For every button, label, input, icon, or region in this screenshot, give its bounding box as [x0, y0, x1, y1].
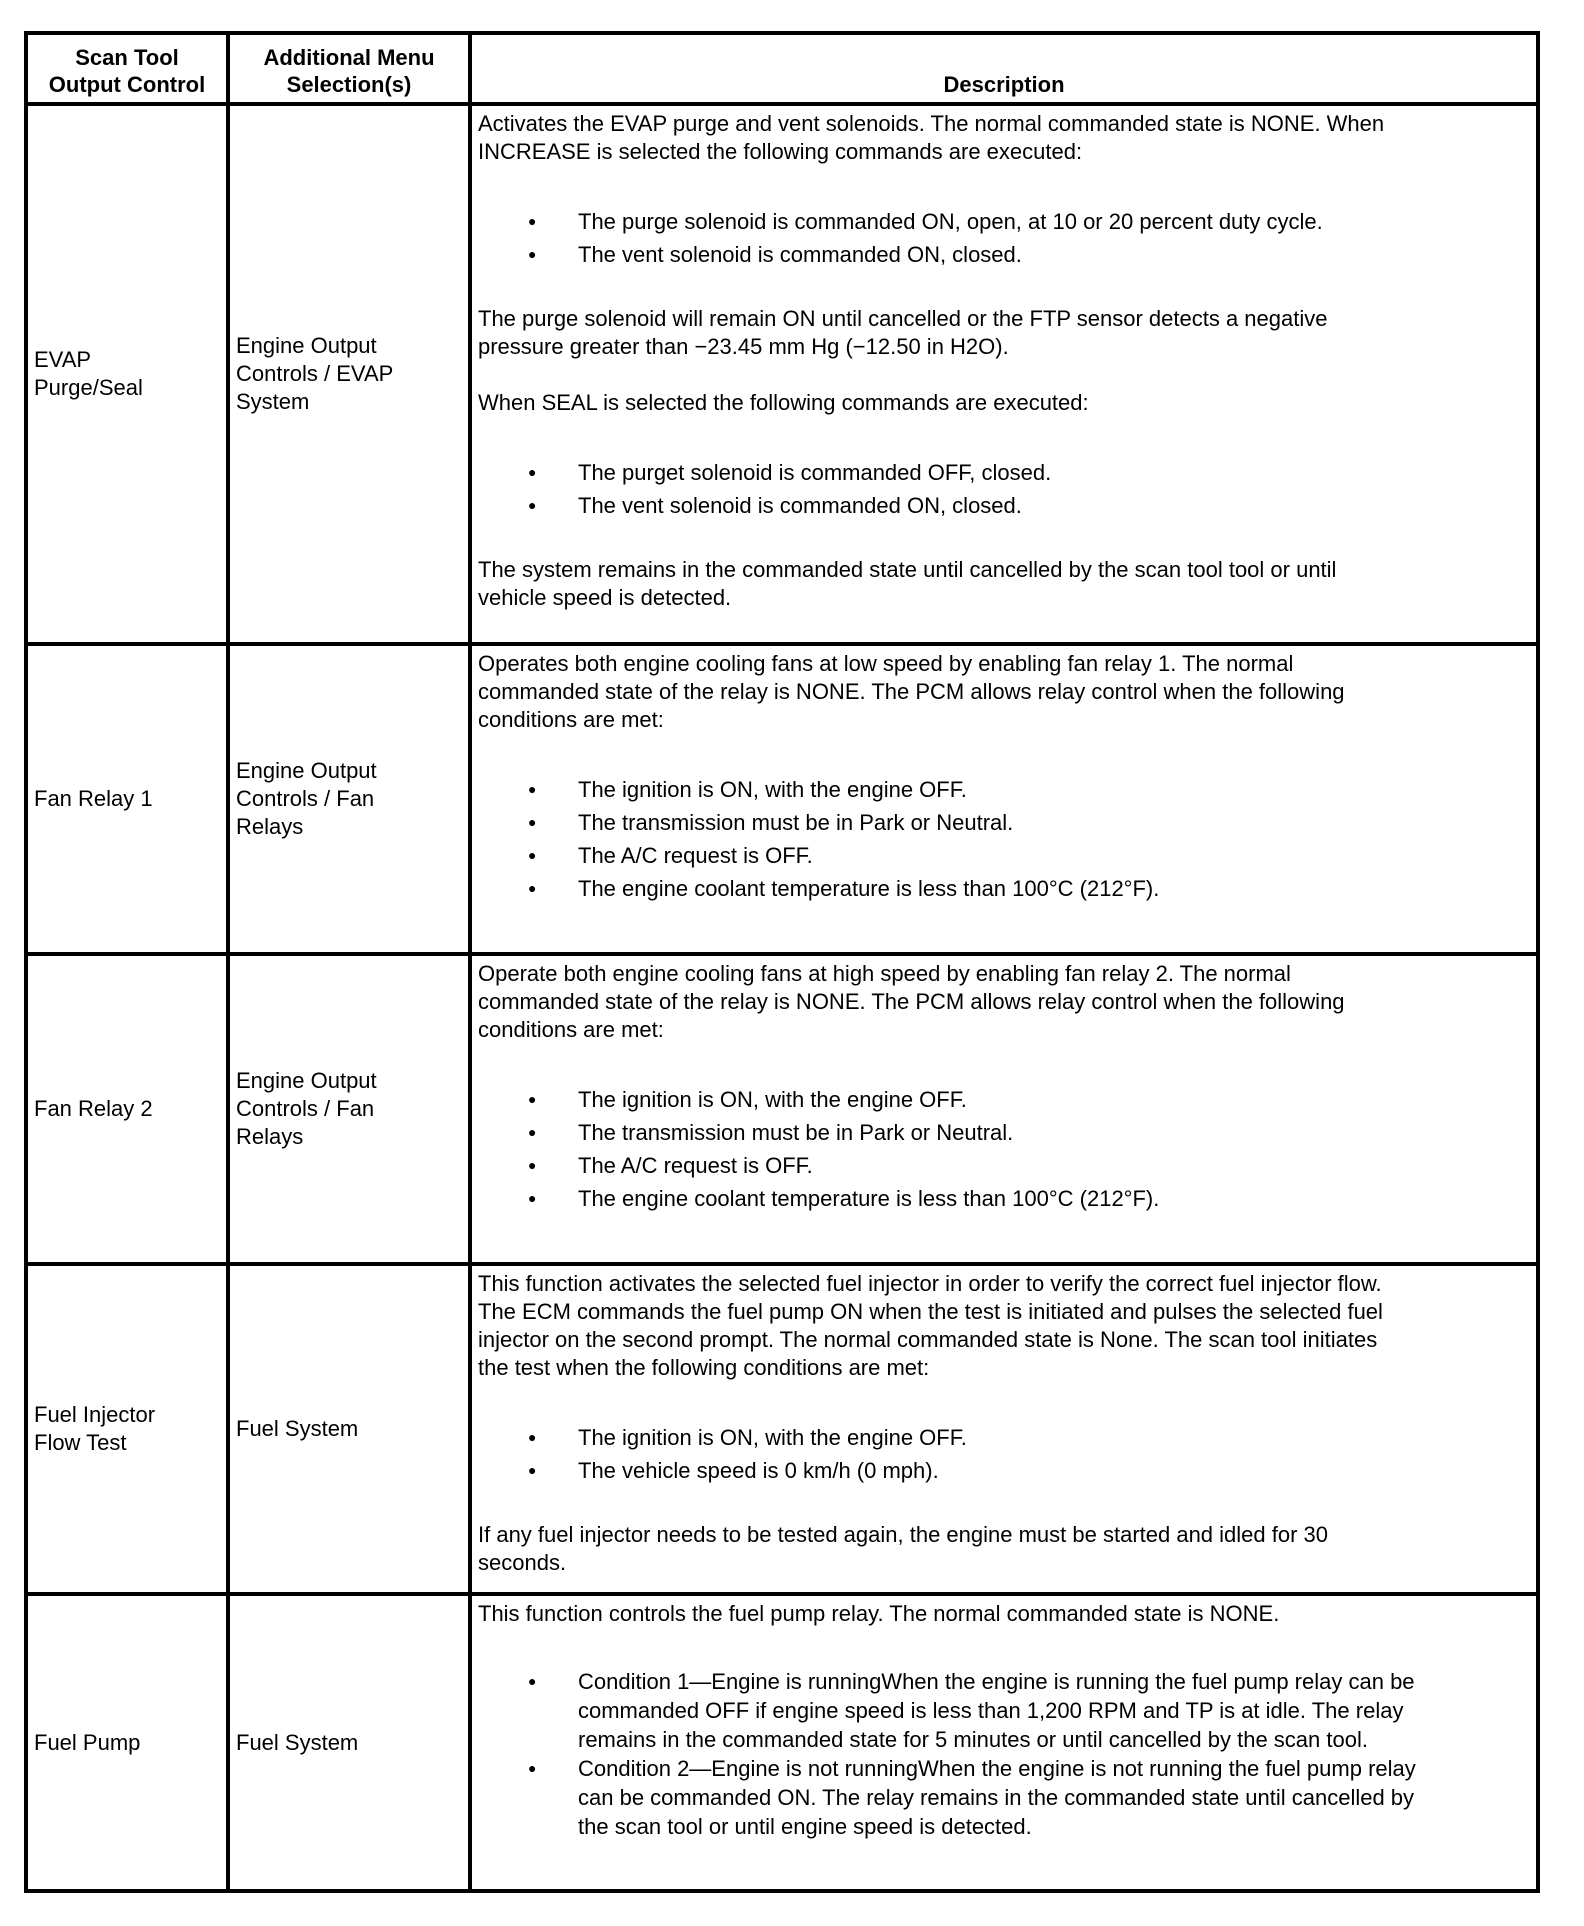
list-item: ● The transmission must be in Park or Neutral.	[578, 1116, 1530, 1149]
bullet-list	[478, 1667, 1530, 1841]
description-paragraph: This function activates the selected fuel injector in order to verify the correct fuel injector flow. The ECM commands the fuel pump ON when the test is initiated and pulses the selected fuel injector on the second prompt. The normal commanded state is None. The scan tool initiates the test when the following conditions are met:	[478, 1271, 1383, 1380]
list-item: ● The ignition is ON, with the engine OFF.	[578, 1421, 1530, 1454]
table-row	[26, 1264, 1538, 1594]
list-item: ● Condition 2—Engine is not runningWhen the engine is not running the fuel pump relay can be commanded ON. The relay remains in the commanded state until cancelled by the scan tool or until engine speed is detected.	[578, 1754, 1530, 1841]
list-item: ● The purget solenoid is commanded OFF, closed.	[578, 456, 1530, 489]
list-item: ● The ignition is ON, with the engine OFF.	[578, 773, 1530, 806]
menu-selection-cell: Engine Output Controls / Fan Relays	[228, 954, 470, 1264]
description-cell	[470, 1264, 1538, 1594]
list-item: ● The vent solenoid is commanded ON, closed.	[578, 489, 1530, 522]
menu-selection-cell: Engine Output Controls / Fan Relays	[228, 644, 470, 954]
description-cell	[470, 1594, 1538, 1891]
bullet-list	[478, 1083, 1530, 1215]
output-control-cell: Fuel Injector Flow Test	[26, 1264, 228, 1594]
list-item: ● The ignition is ON, with the engine OFF.	[578, 1083, 1530, 1116]
list-item: ● The A/C request is OFF.	[578, 1149, 1530, 1182]
list-item: ● The vehicle speed is 0 km/h (0 mph).	[578, 1454, 1530, 1487]
bullet-list	[478, 205, 1530, 271]
list-item: ● The engine coolant temperature is less than 100°C (212°F).	[578, 1182, 1530, 1215]
list-item: ● The engine coolant temperature is less than 100°C (212°F).	[578, 872, 1530, 905]
bullet-list	[478, 456, 1530, 522]
description-paragraph: If any fuel injector needs to be tested again, the engine must be started and idled for 30 seconds.	[478, 1522, 1329, 1575]
list-item: ● The vent solenoid is commanded ON, closed.	[578, 238, 1530, 271]
scan-tool-output-controls-table	[24, 31, 1540, 1893]
description-paragraph: Operates both engine cooling fans at low speed by enabling fan relay 1. The normal commanded state of the relay is NONE. The PCM allows relay control when the following conditions are met:	[478, 651, 1345, 732]
description-paragraph: This function controls the fuel pump relay. The normal commanded state is NONE.	[478, 1601, 1280, 1626]
header-scan-tool-output-control: Scan Tool Output Control	[26, 33, 228, 104]
description-paragraph: Operate both engine cooling fans at high speed by enabling fan relay 2. The normal commanded state of the relay is NONE. The PCM allows relay control when the following conditions are met:	[478, 961, 1345, 1042]
table-row	[26, 954, 1538, 1264]
list-item: ● Condition 1—Engine is runningWhen the engine is running the fuel pump relay can be commanded OFF if engine speed is less than 1,200 RPM and TP is at idle. The relay remains in the commanded state for 5 minutes or until cancelled by the scan tool.	[578, 1667, 1530, 1754]
bullet-list	[478, 773, 1530, 905]
description-cell	[470, 644, 1538, 954]
table-row	[26, 104, 1538, 644]
output-control-cell: Fan Relay 1	[26, 644, 228, 954]
output-control-cell: Fuel Pump	[26, 1594, 228, 1891]
description-cell	[470, 104, 1538, 644]
menu-selection-cell: Fuel System	[228, 1264, 470, 1594]
table-row	[26, 1594, 1538, 1891]
table-row	[26, 644, 1538, 954]
description-cell	[470, 954, 1538, 1264]
output-control-cell: Fan Relay 2	[26, 954, 228, 1264]
description-paragraph: The system remains in the commanded state until cancelled by the scan tool tool or until vehicle speed is detected.	[478, 557, 1337, 610]
description-paragraph: Activates the EVAP purge and vent solenoids. The normal commanded state is NONE. When INCREASE is selected the following commands are executed:	[478, 111, 1385, 164]
list-item: ● The transmission must be in Park or Neutral.	[578, 806, 1530, 839]
menu-selection-cell: Engine Output Controls / EVAP System	[228, 104, 470, 644]
output-control-cell: EVAP Purge/Seal	[26, 104, 228, 644]
header-row	[26, 33, 1538, 104]
description-paragraph: The purge solenoid will remain ON until cancelled or the FTP sensor detects a negative pressure greater than −23.45 mm Hg (−12.50 in H2O).	[478, 306, 1328, 359]
header-description: Description	[470, 33, 1538, 104]
menu-selection-cell: Fuel System	[228, 1594, 470, 1891]
description-paragraph: When SEAL is selected the following commands are executed:	[478, 390, 1089, 415]
list-item: ● The purge solenoid is commanded ON, open, at 10 or 20 percent duty cycle.	[578, 205, 1530, 238]
list-item: ● The A/C request is OFF.	[578, 839, 1530, 872]
bullet-list	[478, 1421, 1530, 1487]
header-additional-menu-selections: Additional Menu Selection(s)	[228, 33, 470, 104]
